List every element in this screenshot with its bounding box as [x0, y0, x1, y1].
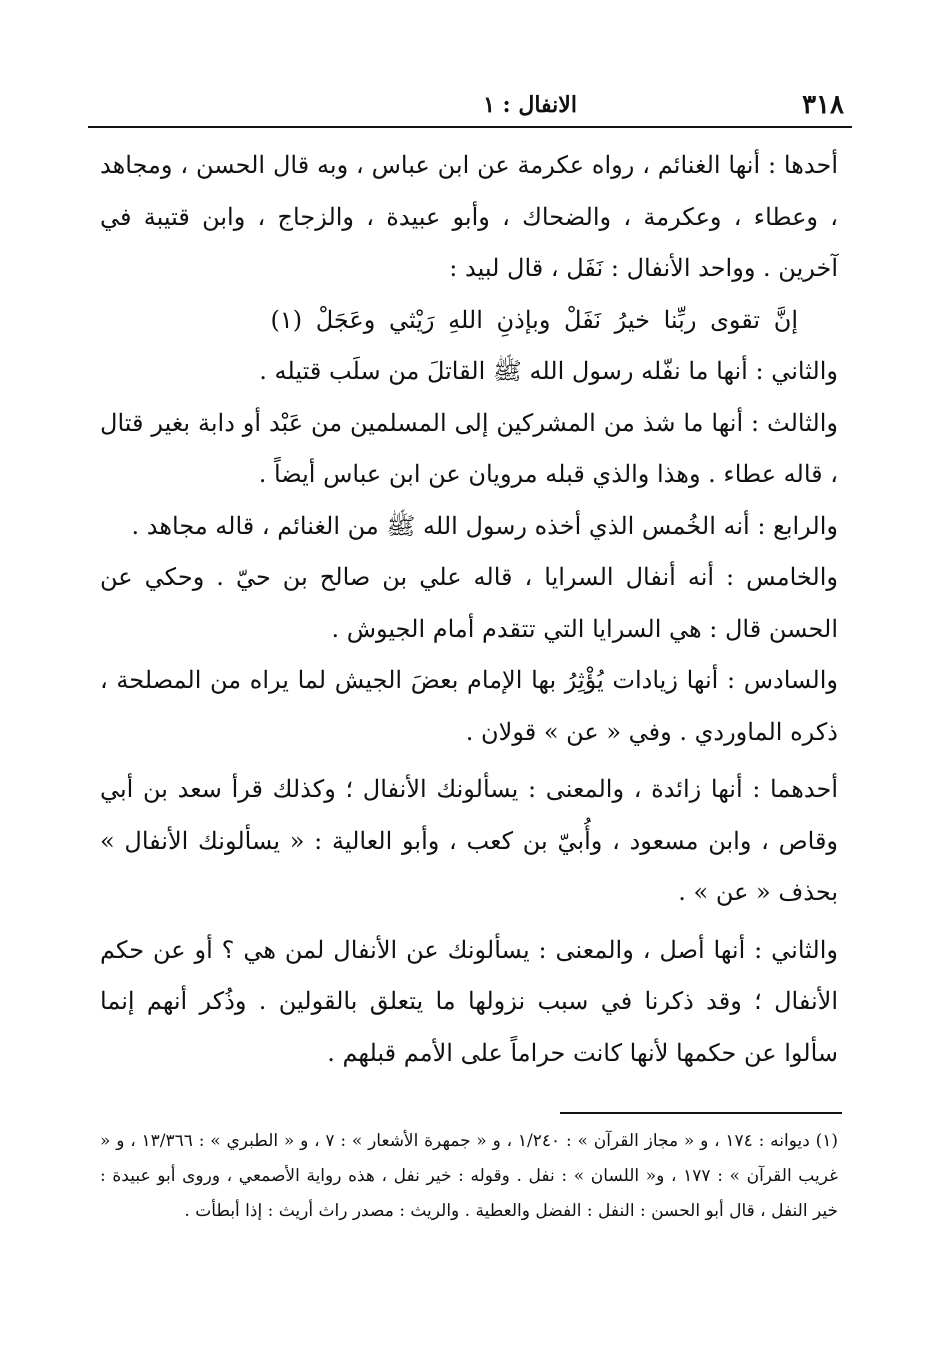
- verse-line: إنَّ تقوى ربِّنا خيرُ نَفَلْ وبإذنِ اللهِ رَيْثي وعَجَلْ (١): [270, 305, 798, 334]
- paragraph: والثاني : أنها أصل ، والمعنى : يسألونك عن الأنفال لمن هي ؟ أو عن حكم الأنفال ؛ وقد ذكرنا في سبب نزولها ما يتعلق بالقولين . وذُكر أنهم إنما سألوا عن حكمها لأنها كانت حراماً على الأمم قبلهم .: [100, 935, 838, 1067]
- footnotes: [100, 1124, 838, 1229]
- paragraph: أحدها : أنها الغنائم ، رواه عكرمة عن ابن عباس ، وبه قال الحسن ، ومجاهد ، وعطاء ، وعكرمة ، والضحاك ، وأبو عبيدة ، والزجاج ، وابن قتيبة في آخرين . وواحد الأنفال : نَفَل ، قال لبيد :: [100, 151, 838, 282]
- paragraph: والسادس : أنها زيادات يُؤْثِرُ بها الإمام بعضَ الجيش لما يراه من المصلحة ، ذكره الماوردي . وفي « عن » قولان .: [100, 666, 838, 746]
- paragraph: والثالث : أنها ما شذ من المشركين إلى المسلمين من عَبْد أو دابة بغير قتال ، قاله عطاء . وهذا والذي قبله مرويان عن ابن عباس أيضاً .: [100, 408, 839, 488]
- page-header: [88, 86, 852, 128]
- paragraph: والثاني : أنها ما نفّله رسول الله ﷺ القاتلَ من سلَب قتيله .: [259, 357, 838, 385]
- footnote-divider: [560, 1112, 842, 1114]
- paragraph: والرابع : أنه الخُمس الذي أخذه رسول الله ﷺ من الغنائم ، قاله مجاهد .: [131, 511, 838, 540]
- paragraph: أحدهما : أنها زائدة ، والمعنى : يسألونك الأنفال ؛ وكذلك قرأ سعد بن أبي وقاص ، وابن مسعود ، وأُبيّ بن كعب ، وأبو العالية : « يسألونك الأنفال » بحذف « عن » .: [100, 775, 839, 906]
- main-text: [100, 140, 838, 1079]
- running-title: الانفال : ١: [483, 92, 577, 118]
- paragraph: والخامس : أنه أنفال السرايا ، قاله علي بن صالح بن حيّ . وحكي عن الحسن قال : هي السرايا التي تتقدم أمام الجيوش .: [100, 563, 838, 643]
- page-number: ٣١٨: [802, 90, 844, 120]
- footnote: (١) ديوانه : ١٧٤ ، و « مجاز القرآن » : ١/٢٤٠ ، و « جمهرة الأشعار » : ٧ ، و « الطبري » : ١٣/٣٦٦ ، و « غريب القرآن » : ١٧٧ ، و« اللسان » : نفل . وقوله : خير نفل ، هذه رواية الأصمعي ، وروى أبو عبيدة : خير النفل ، قال أبو الحسن : النفل : الفضل والعطية . والريث : مصدر راث أريث : إذا أبطأت .: [100, 1131, 839, 1221]
